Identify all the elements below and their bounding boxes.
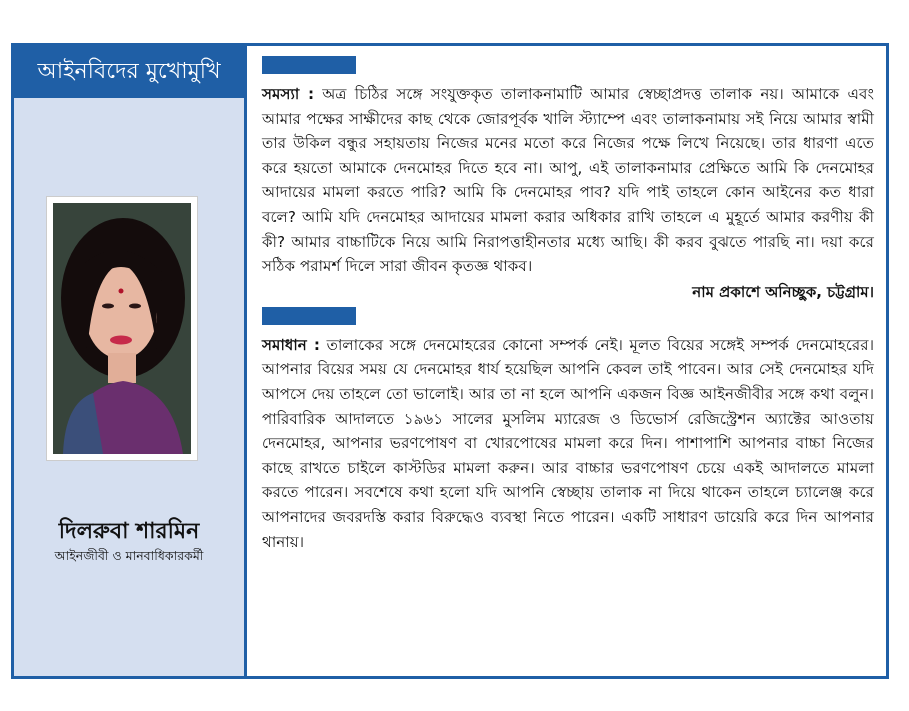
article-body	[262, 56, 874, 554]
author-name: দিলরুবা শারমিন	[58, 519, 200, 544]
portrait-image	[53, 203, 191, 454]
answer-marker-bar	[262, 307, 356, 325]
question-label: সমস্যা :	[262, 85, 315, 103]
sidebar	[14, 46, 247, 676]
answer-paragraph	[262, 333, 874, 554]
answer-text: তালাকের সঙ্গে দেনমোহরের কোনো সম্পর্ক নেই। মূলত বিয়ের সঙ্গেই সম্পর্ক দেনমোহরের। আপনার বিয়ের সময় যে দেনমোহর ধার্য হয়েছিল আপনি কেবল তাই পাবেন। আর সেই দেনমোহর যদি আপসে দেয় তাহলে তো ভালোই। আর তা না হলে আপনি একজন বিজ্ঞ আইনজীবীর সঙ্গে কথা বলুন। পারিবারিক আদালতে ১৯৬১ সালের মুসলিম ম্যারেজ ও ডিভোর্স রেজিস্ট্রেশন অ্যাক্টের আওতায় দেনমোহর, আপনার ভরণপোষণ বা খোরপোষের মামলা করে দিন। পাশাপাশি আপনার বাচ্চা নিজের কাছে রাখতে চাইলে কাস্টডির মামলা করুন। আর বাচ্চার ভরণপোষণ চেয়ে একই আদালতে মামলা করতে পারেন। সবশেষে কথা হলো যদি আপনি স্বেচ্ছায় তালাক না দিয়ে থাকেন তাহলে চ্যালেঞ্জ করে আপনাদের জবরদস্তি করার বিরুদ্ধেও ব্যবস্থা নিতে পারেন। একটি সাধারণ ডায়েরি করে দিন আপনার থানায়।	[262, 335, 875, 551]
author-photo	[46, 196, 198, 461]
question-marker-bar	[262, 56, 356, 74]
article-frame	[11, 43, 889, 679]
question-paragraph	[262, 82, 874, 279]
author-title: আইনজীবী ও মানবাধিকারকর্মী	[54, 548, 204, 563]
question-signature: নাম প্রকাশে অনিচ্ছুক, চট্টগ্রাম।	[692, 282, 874, 301]
question-text: অত্র চিঠির সঙ্গে সংযুক্তকৃত তালাকনামাটি আমার স্বেচ্ছাপ্রদত্ত তালাক নয়। আমাকে এবং আমার পক্ষের সাক্ষীদের কাছ থেকে জোরপূর্বক খালি স্ট্যাম্পে এবং তালাকনামায় সই নিয়ে আমার স্বামী তার উকিল বন্ধুর সহায়তায় নিজের মনের মতো করে নিজের পক্ষে লিখে নিয়েছে। তার ধারণা এতে করে হয়তো আমাকে দেনমোহর দিতে হবে না। আপু, এই তালাকনামার প্রেক্ষিতে আমি কি দেনমোহর আদায়ের মামলা করতে পারি? আমি কি দেনমোহর পাব? যদি পাই তাহলে কোন আইনের কত ধারা বলে? আমি যদি দেনমোহর আদায়ের মামলা করার অধিকার রাখি তাহলে এ মুহূর্তে আমার করণীয় কী কী? আমার বাচ্চাটিকে নিয়ে আমি নিরাপত্তাহীনতার মধ্যে আছি। কী করব বুঝতে পারছি না। দয়া করে সঠিক পরামর্শ দিলে সারা জীবন কৃতজ্ঞ থাকব।	[262, 85, 874, 276]
answer-label: সমাধান :	[262, 335, 320, 354]
column-title: আইনবিদের মুখোমুখি	[14, 46, 244, 98]
